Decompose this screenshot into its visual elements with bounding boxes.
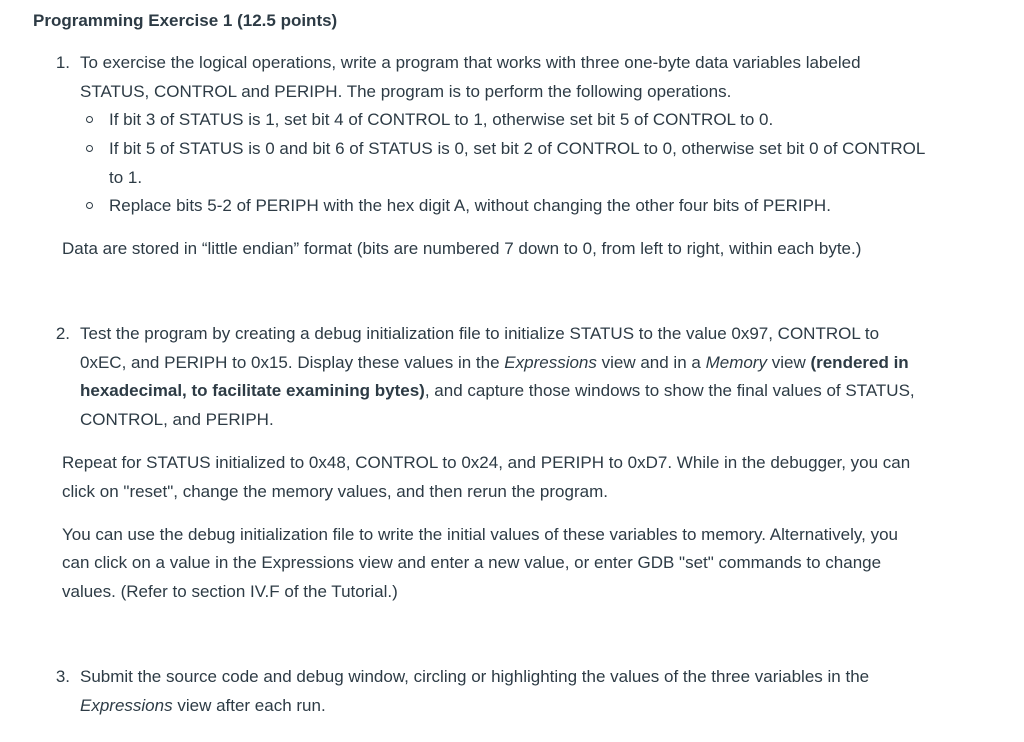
item-1-line-2: STATUS, CONTROL and PERIPH. The program is to perform the following operations. (80, 82, 732, 101)
item-3-line-2: Expressions view after each run. (80, 696, 326, 715)
bullet-2-text: If bit 5 of STATUS is 0 and bit 6 of STATUS is 0, set bit 2 of CONTROL to 0, otherwise set bit 0 of CONTROL (109, 139, 926, 158)
item-2-line-1: Test the program by creating a debug initialization file to initialize STATUS to the value 0x97, CONTROL to (80, 324, 880, 343)
item-2-line-4: CONTROL, and PERIPH. (80, 410, 274, 429)
item-2-line-3: hexadecimal, to facilitate examining bytes), and capture those windows to show the final values of STATUS, (80, 381, 915, 400)
item-2-number: 2. (55, 324, 70, 343)
bullet-1-text: If bit 3 of STATUS is 1, set bit 4 of CONTROL to 1, otherwise set bit 5 of CONTROL to 0. (109, 110, 774, 129)
bullet-icon (86, 116, 93, 123)
item-1-number: 1. (55, 53, 70, 72)
repeat-note-line-2: click on "reset", change the memory values, and then rerun the program. (62, 482, 608, 501)
init-note-line-2: can click on a value in the Expressions view and enter a new value, or enter GDB "set" commands to change (62, 553, 882, 572)
init-note-line-3: values. (Refer to section IV.F of the Tutorial.) (62, 582, 398, 601)
repeat-note-line-1: Repeat for STATUS initialized to 0x48, CONTROL to 0x24, and PERIPH to 0xD7. While in the debugger, you can (62, 453, 911, 472)
bullet-2-text-cont: to 1. (109, 168, 143, 187)
item-2-line-2: 0xEC, and PERIPH to 0x15. Display these values in the Expressions view and in a Memory view (rendered in (80, 353, 909, 372)
endian-note: Data are stored in “little endian” format (bits are numbered 7 down to 0, from left to right, within each byte.) (62, 239, 862, 258)
bullet-icon (86, 202, 93, 209)
bullet-3-text: Replace bits 5-2 of PERIPH with the hex digit A, without changing the other four bits of PERIPH. (109, 196, 831, 215)
item-1-line-1: To exercise the logical operations, write a program that works with three one-byte data variables labeled (80, 53, 861, 72)
item-3-line-1: Submit the source code and debug window, circling or highlighting the values of the three variables in the (80, 667, 870, 686)
init-note-line-1: You can use the debug initialization file to write the initial values of these variables to memory. Alternatively, you (62, 525, 898, 544)
exercise-title: Programming Exercise 1 (12.5 points) (33, 11, 338, 30)
item-3-number: 3. (55, 667, 70, 686)
bullet-icon (86, 145, 93, 152)
